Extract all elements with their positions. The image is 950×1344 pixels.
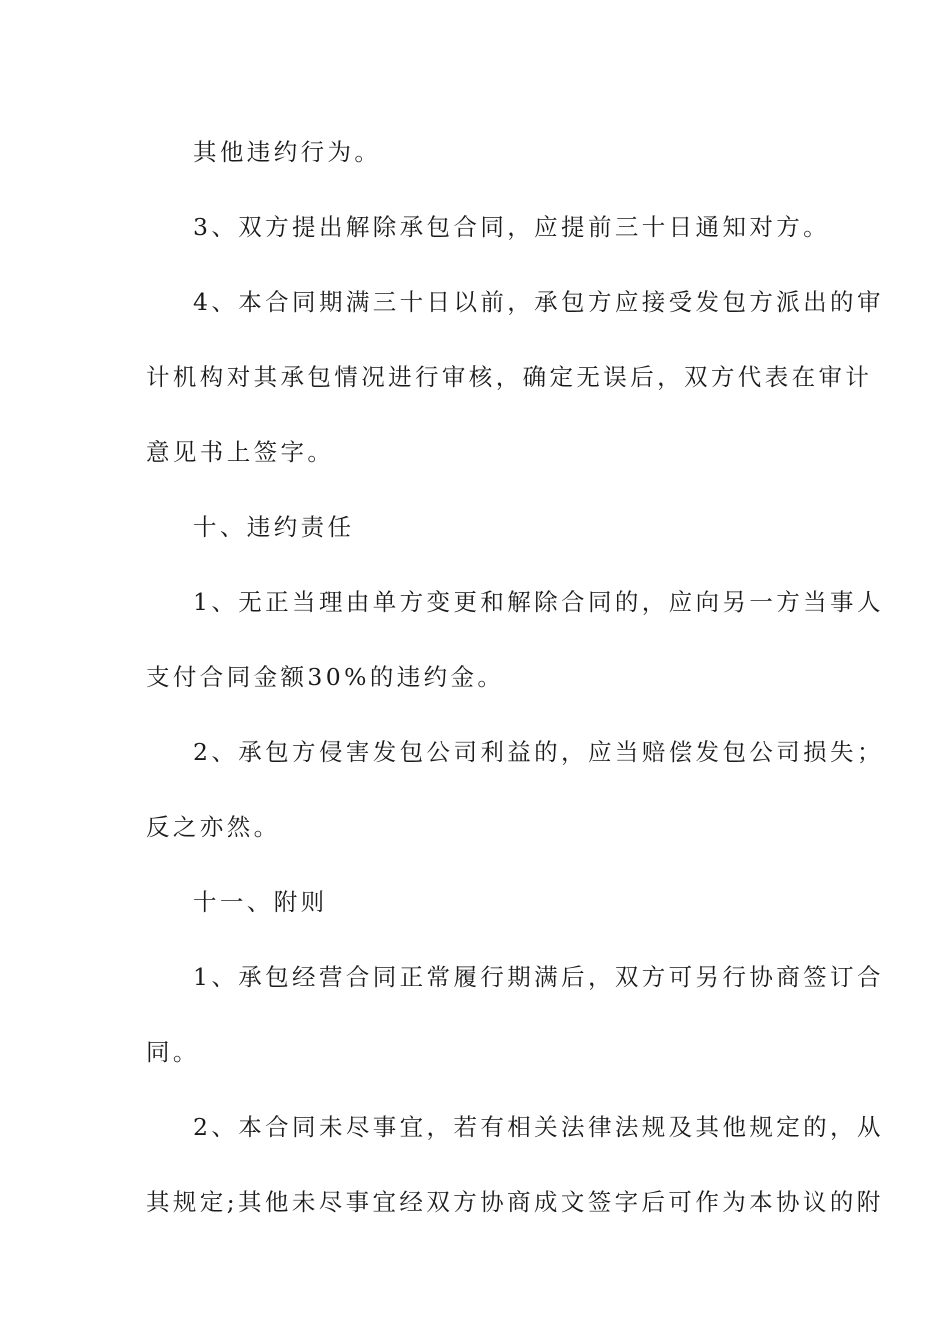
paragraph-line: 1、承包经营合同正常履行期满后，双方可另行协商签订合 [193, 963, 884, 991]
paragraph-line: 支付合同金额30%的违约金。 [146, 663, 505, 691]
paragraph-line: 反之亦然。 [146, 813, 281, 841]
paragraph-line: 其规定;其他未尽事宜经双方协商成文签字后可作为本协议的附 [146, 1188, 884, 1216]
paragraph-line: 计机构对其承包情况进行审核，确定无误后，双方代表在审计 [146, 363, 873, 391]
paragraph-line: 其他违约行为。 [193, 138, 382, 166]
section-heading: 十、违约责任 [193, 513, 355, 541]
paragraph-line: 同。 [146, 1038, 200, 1066]
section-heading: 十一、附则 [193, 888, 328, 916]
paragraph-line: 1、无正当理由单方变更和解除合同的，应向另一方当事人 [193, 588, 884, 616]
paragraph-line: 意见书上签字。 [146, 438, 335, 466]
paragraph-line: 2、本合同未尽事宜，若有相关法律法规及其他规定的，从 [193, 1113, 884, 1141]
paragraph-line: 2、承包方侵害发包公司利益的，应当赔偿发包公司损失； [193, 738, 884, 766]
paragraph-line: 4、本合同期满三十日以前，承包方应接受发包方派出的审 [193, 288, 884, 316]
paragraph-line: 3、双方提出解除承包合同，应提前三十日通知对方。 [193, 213, 831, 241]
